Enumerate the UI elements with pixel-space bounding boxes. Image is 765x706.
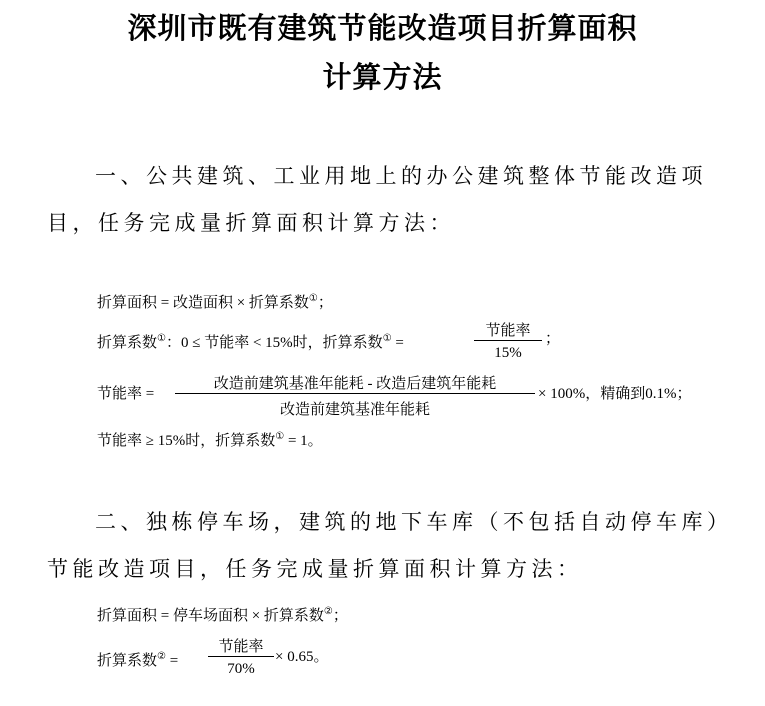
fraction-denominator: 改造前建筑基准年能耗 <box>279 402 430 418</box>
formula-text: 折算系数 <box>97 653 158 669</box>
equals-sign: = <box>169 653 179 669</box>
fraction-bar <box>474 340 542 341</box>
fraction-bar <box>208 656 274 657</box>
footnote-mark: ① <box>308 293 318 304</box>
footnote-mark: ① <box>275 431 285 442</box>
formula-end: ； <box>317 295 333 311</box>
section-2-heading-line-2: 节能改造项目，任务完成量折算面积计算方法： <box>47 557 583 581</box>
fraction-bar <box>175 393 535 394</box>
formula-end: = 1。 <box>284 433 323 449</box>
section-1-heading-line-1: 一、公共建筑、工业用地上的办公建筑整体节能改造项 <box>95 164 707 188</box>
fraction-numerator: 节能率 <box>485 323 531 339</box>
equals-sign: = <box>395 335 404 351</box>
fraction-denominator: 70% <box>227 661 255 677</box>
formula-6-tail: × 0.65。 <box>275 649 329 665</box>
footnote-mark: ① <box>382 333 392 344</box>
formula-text: 节能率 ≥ 15%时，折算系数 <box>97 433 276 449</box>
formula-end: ； <box>332 608 348 624</box>
formula-text: 折算面积 = 改造面积 × 折算系数 <box>97 295 309 311</box>
footnote-mark: ② <box>323 606 333 617</box>
fraction-numerator: 节能率 <box>218 639 264 655</box>
formula-2-coefficient <box>97 330 404 352</box>
footnote-mark: ① <box>157 333 166 344</box>
formula-text: 折算系数 <box>97 335 158 351</box>
formula-3-lhs: 节能率 = <box>97 386 155 402</box>
document-title-line-1: 深圳市既有建筑节能改造项目折算面积 <box>127 11 638 45</box>
formula-text: 折算面积 = 停车场面积 × 折算系数 <box>97 608 324 624</box>
section-1-heading-line-2: 目，任务完成量折算面积计算方法： <box>47 211 455 235</box>
fraction-denominator: 15% <box>494 345 522 361</box>
formula-6-coefficient <box>97 648 178 670</box>
formula-3-tail: × 100%，精确到0.1%； <box>538 386 692 402</box>
formula-1-converted-area <box>97 290 333 312</box>
formula-4-threshold <box>97 428 323 450</box>
formula-text: ：0 ≤ 节能率 < 15%时，折算系数 <box>165 335 383 351</box>
formula-end: ； <box>545 331 561 347</box>
section-2-heading-line-1: 二、独栋停车场，建筑的地下车库（不包括自动停车库） <box>95 510 733 534</box>
formula-5-parking-area <box>97 603 348 625</box>
fraction-numerator: 改造前建筑基准年能耗 - 改造后建筑年能耗 <box>213 376 497 392</box>
footnote-mark: ② <box>157 651 166 662</box>
document-title-line-2: 计算方法 <box>322 60 443 94</box>
